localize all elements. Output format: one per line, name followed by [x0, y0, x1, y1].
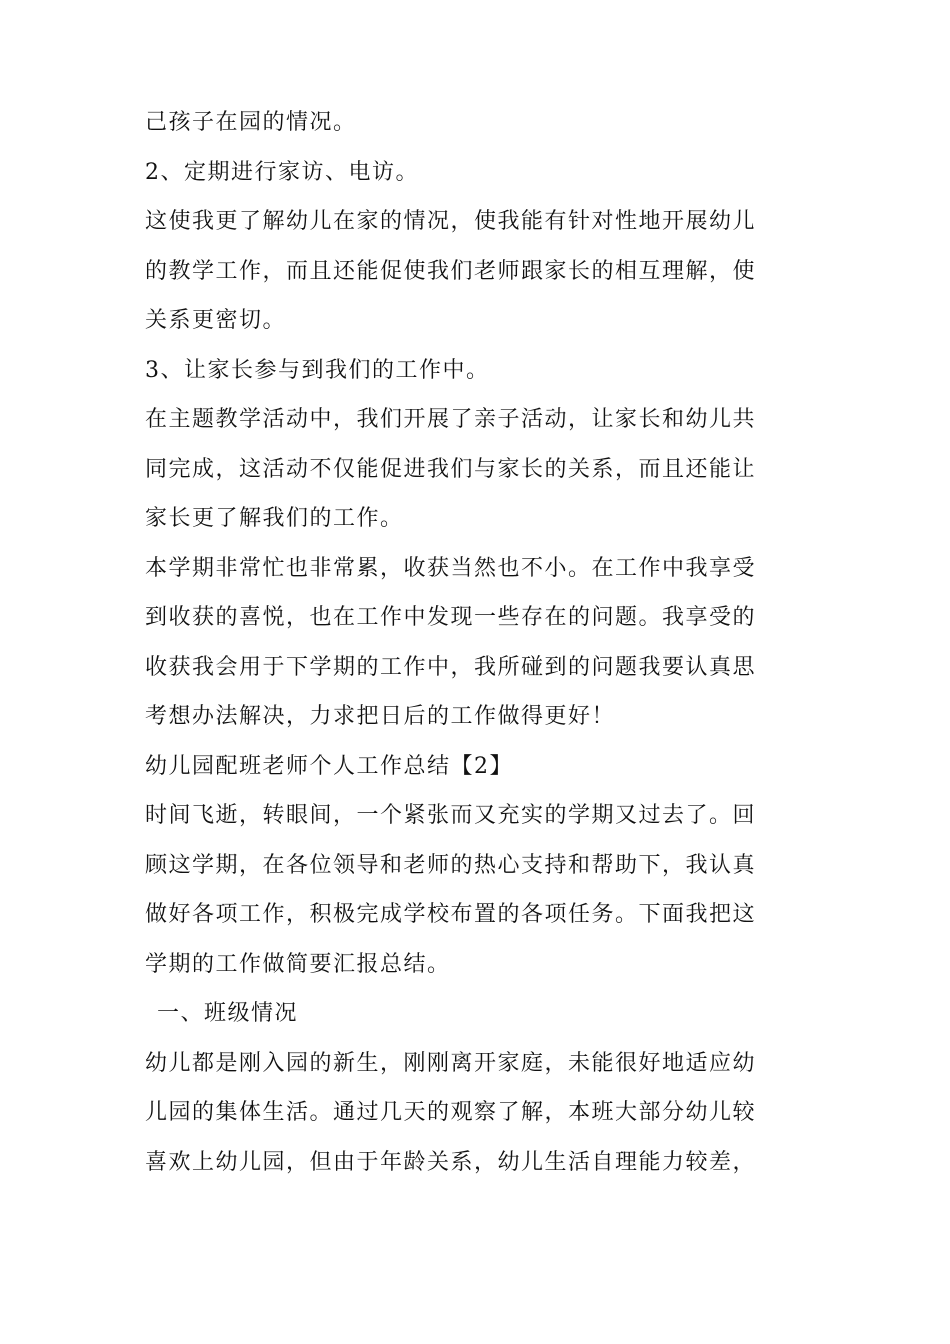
paragraph-line: 做好各项工作，积极完成学校布置的各项任务。下面我把这: [145, 902, 757, 927]
paragraph-line: 的教学工作，而且还能促使我们老师跟家长的相互理解，使: [145, 258, 757, 284]
paragraph-line: 这使我更了解幼儿在家的情况，使我能有针对性地开展幼儿: [145, 209, 757, 234]
paragraph-line: 学期的工作做简要汇报总结。: [145, 951, 451, 977]
paragraph-line: 顾这学期，在各位领导和老师的热心支持和帮助下，我认真: [145, 852, 757, 878]
paragraph-line: 关系更密切。: [145, 308, 287, 333]
section-title: 幼儿园配班老师个人工作总结【2】: [145, 753, 513, 779]
paragraph-line: 儿园的集体生活。通过几天的观察了解，本班大部分幼儿较: [145, 1100, 757, 1125]
paragraph-line: 喜欢上幼儿园，但由于年龄关系，幼儿生活自理能力较差，: [145, 1149, 757, 1175]
paragraph-line: 时间飞逝，转眼间，一个紧张而又充实的学期又过去了。回: [145, 803, 757, 828]
paragraph-line: 收获我会用于下学期的工作中，我所碰到的问题我要认真思: [145, 654, 757, 680]
paragraph-line: 同完成，这活动不仅能促进我们与家长的关系，而且还能让: [145, 456, 757, 482]
paragraph-line: 考想办法解决，力求把日后的工作做得更好！: [145, 704, 616, 729]
list-item-line: 2、定期进行家访、电访。: [145, 159, 419, 185]
paragraph-line: 幼儿都是刚入园的新生，刚刚离开家庭，未能很好地适应幼: [145, 1050, 757, 1076]
document-body: [145, 98, 810, 1187]
paragraph-line: 到收获的喜悦，也在工作中发现一些存在的问题。我享受的: [145, 605, 757, 630]
list-item-line: 3、让家长参与到我们的工作中。: [145, 357, 490, 383]
paragraph-line: 在主题教学活动中，我们开展了亲子活动，让家长和幼儿共: [145, 407, 757, 432]
paragraph-line: 本学期非常忙也非常累，收获当然也不小。在工作中我享受: [145, 555, 757, 581]
paragraph-line: 己孩子在园的情况。: [145, 110, 357, 135]
subsection-heading: 一、班级情况: [157, 1001, 299, 1026]
paragraph-line: 家长更了解我们的工作。: [145, 506, 404, 531]
